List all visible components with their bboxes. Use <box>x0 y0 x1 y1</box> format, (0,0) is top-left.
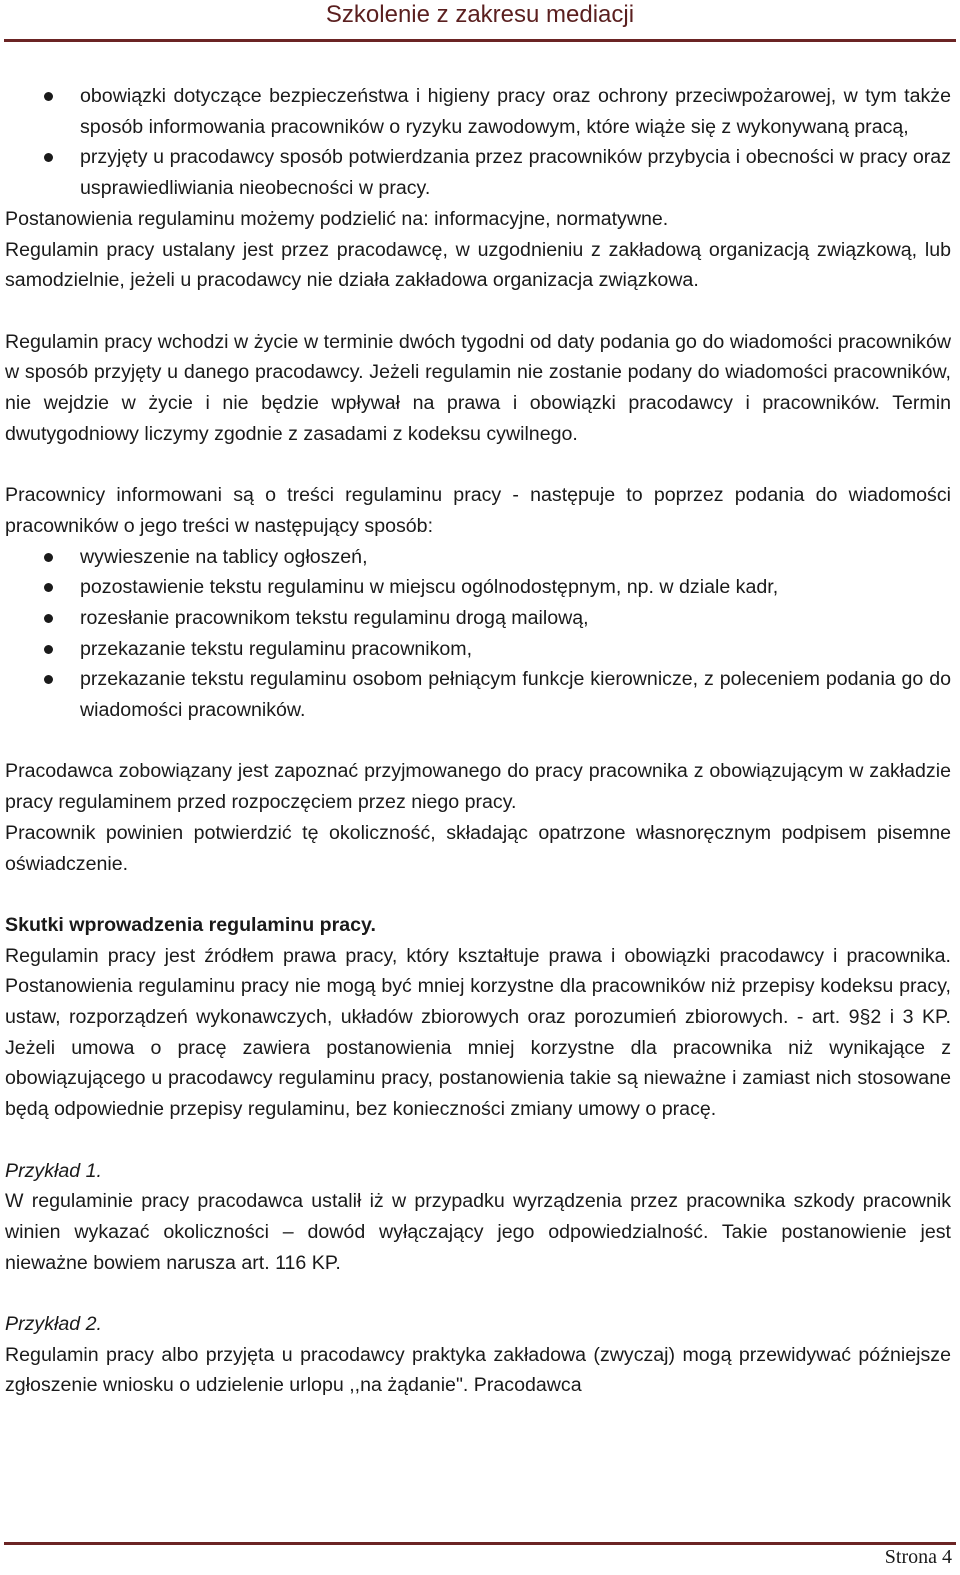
header-title: Szkolenie z zakresu mediacji <box>325 1 635 28</box>
paragraph: Pracownicy informowani są o treści regulaminu pracy - następuje to poprzez podania do wiadomości pracowników o jego treści w następujący sposób: <box>5 484 951 537</box>
example-1-title: Przykład 1. <box>5 1159 102 1182</box>
bullet-icon <box>44 583 53 592</box>
list-item: przekazanie tekstu regulaminu pracownikom, <box>5 634 951 665</box>
bullet-icon <box>44 553 53 562</box>
bullet-icon <box>44 614 53 623</box>
paragraph: Regulamin pracy wchodzi w życie w terminie dwóch tygodni od daty podania go do wiadomości pracowników w sposób przyjęty u danego pracodawcy. Jeżeli regulamin nie zostanie podany do wiadomości pracowników, nie wejdzie w życie i nie będzie wpływał na prawa i obowiązki pracodawcy i pracowników. Termin dwutygodniowy liczymy zgodnie z zasadami z kodeksu cywilnego. <box>5 330 951 445</box>
example-2-title: Przykład 2. <box>5 1313 102 1336</box>
page-header <box>0 0 960 40</box>
bullet-icon <box>44 675 53 684</box>
paragraph: Regulamin pracy jest źródłem prawa pracy, który kształtuje prawa i obowiązki pracodawcy i pracownika. Postanowienia regulaminu pracy nie mogą być mniej korzystne dla pracowników niż przepisy kodeksu pracy, ustaw, rozporządzeń wykonawczych, układów zbiorowych oraz porozumień zbiorowych. - art. 9§2 i 3 KP. Jeżeli umowa o pracę zawiera postanowienia mniej korzystne dla pracownika niż wynikające z obowiązującego u pracodawcy regulaminu pracy, postanowienia takie są nieważne i zamiast nich stosowane będą odpowiednie przepisy regulaminu, bez konieczności zmiany umowy o pracę. <box>5 944 951 1121</box>
section-heading: Skutki wprowadzenia regulaminu pracy. <box>5 913 376 936</box>
list-item: wywieszenie na tablicy ogłoszeń, <box>5 542 951 573</box>
example-2-text: Regulamin pracy albo przyjęta u pracodawcy praktyka zakładowa (zwyczaj) mogą przewidywać późniejsze zgłoszenie wniosku o udzielenie urlopu ,,na żądanie". Pracodawca <box>5 1343 951 1397</box>
footer-rule <box>4 1542 956 1545</box>
paragraph: Pracownik powinien potwierdzić tę okoliczność, składając opatrzone własnoręcznym podpisem pisemne oświadczenie. <box>5 821 951 875</box>
example-1-text: W regulaminie pracy pracodawca ustalił iż w przypadku wyrządzenia przez pracownika szkody pracownik winien wykazać okoliczności – dowód wyłączający jego odpowiedzialność. Takie postanowienie jest nieważne bowiem narusza art. 116 KP. <box>5 1190 951 1274</box>
bullet-icon <box>44 92 53 101</box>
paragraph: Postanowienia regulaminu możemy podzielić na: informacyjne, normatywne. <box>5 207 669 230</box>
paragraph: Regulamin pracy ustalany jest przez pracodawcę, w uzgodnieniu z zakładową organizacją związkową, lub samodzielnie, jeżeli u pracodawcy nie działa zakładowa organizacja związkowa. <box>5 238 951 292</box>
list-item: przekazanie tekstu regulaminu osobom pełniącym funkcje kierownicze, z poleceniem podania go do wiadomości pracowników. <box>5 664 951 725</box>
bullet-icon <box>44 645 53 654</box>
information-methods-list <box>5 542 951 726</box>
list-item: przyjęty u pracodawcy sposób potwierdzania przez pracowników przybycia i obecności w pracy oraz usprawiedliwiania nieobecności w pracy. <box>5 142 951 203</box>
header-rule <box>4 39 956 42</box>
list-item: obowiązki dotyczące bezpieczeństwa i higieny pracy oraz ochrony przeciwpożarowej, w tym także sposób informowania pracowników o ryzyku zawodowym, które wiąże się z wykonywaną pracą, <box>5 81 951 142</box>
list-item: rozesłanie pracownikom tekstu regulaminu drogą mailową, <box>5 603 951 634</box>
document-body <box>5 81 951 1401</box>
list-item: pozostawienie tekstu regulaminu w miejscu ogólnodostępnym, np. w dziale kadr, <box>5 572 951 603</box>
bullet-icon <box>44 153 53 162</box>
page-number: Strona 4 <box>884 1546 952 1568</box>
paragraph: Pracodawca zobowiązany jest zapoznać przyjmowanego do pracy pracownika z obowiązującym w zakładzie pracy regulaminem przed rozpoczęciem przez niego pracy. <box>5 760 951 814</box>
duties-list <box>5 81 951 204</box>
